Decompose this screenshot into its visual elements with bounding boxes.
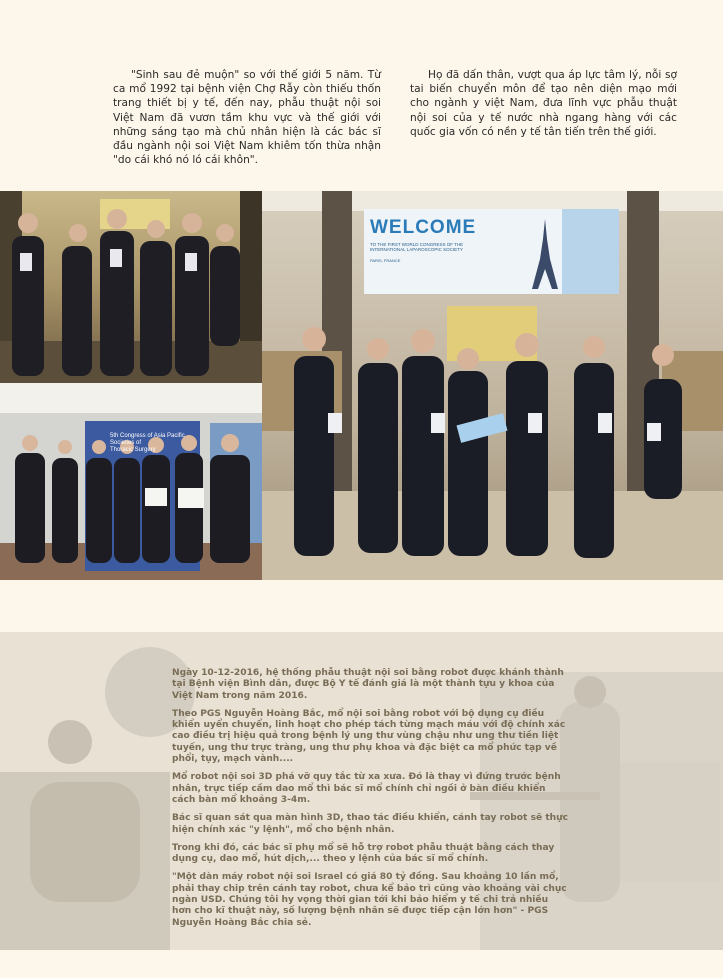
congress-sign-line2: Thoracic Surgery: [110, 447, 156, 453]
bottom-paragraph-1: Ngày 10-12-2016, hệ thống phẫu thuật nội soi bằng robot được khánh thành tại Bệnh viện Bình dân, được Bộ Y tế đánh giá là một thành tựu y khoa của Việt Nam trong năm 2016.: [172, 668, 564, 701]
photo-group-congress: [0, 383, 262, 580]
congress-sign-line1: 5th Congress of Asia Pacific Societies of: [110, 433, 185, 446]
bottom-paragraph-4: Bác sĩ quan sát qua màn hình 3D, thao tác điều khiển, cánh tay robot sẽ thực hiện chính xác "y lệnh", mổ cho bệnh nhân.: [172, 813, 568, 835]
article-column-right: [410, 68, 677, 139]
bottom-paragraph-2: Theo PGS Nguyễn Hoàng Bắc, mổ nội soi bằng robot với bộ dụng cụ điều khiển uyển chuyển, linh hoạt cho phép tách từng mạch máu với độ chính xác cao điều trị hiệu quả trong bệnh lý ung thư vùng chậu như ung thư tiền liệt tuyến, ung thư trực tràng, ung thư phụ khoa và đặc biệt ca mổ phức tạp về phổi, tụy, mạch vành....: [172, 708, 566, 765]
bottom-paragraph-3: Mổ robot nội soi 3D phá vỡ quy tắc từ xa xưa. Đó là thay vì đứng trước bệnh nhân, trực tiếp cầm dao mổ thì bác sĩ mổ chính chỉ ngồi ở bàn điều khiển cách bàn mổ khoảng 3-4m.: [172, 772, 561, 805]
article-paragraph-right: Họ đã dấn thân, vượt qua áp lực tâm lý, nỗi sợ tai biến chuyển môn để tạo nên diện mạo mới cho ngành y việt Nam, đưa lĩnh vực phẫu thuật nội soi của y tế nước nhà ngang hàng với các quốc gia vốn có nền y tế tân tiến trên thế giới.: [410, 69, 677, 138]
bottom-paragraph-6: "Một dàn máy robot nội soi Israel có giá 80 tỷ đồng. Sau khoảng 10 lần mổ, phải thay chip trên cánh tay robot, chưa kể bảo trì cũng vào khoảng vài chục ngàn USD. Chúng tôi hy vọng thời gian tới khi bảo hiểm y tế chi trả nhiều hơn cho kĩ thuật này, số lượng bệnh nhân sẽ được tiếp cận lớn hơn" - PGS Nguyễn Hoàng Bắc chia sẻ.: [172, 872, 567, 928]
welcome-banner-line1: TO THE FIRST WORLD CONGRESS OF THE: [370, 242, 464, 247]
robot-surgery-text: [172, 668, 568, 936]
welcome-banner-line2: INTERNATIONAL LAPAROSCOPIC SOCIETY: [370, 247, 463, 252]
article-paragraph-left: "Sinh sau đẻ muộn" so với thế giới 5 năm. Từ ca mổ 1992 tại bệnh viện Chợ Rẫy còn thiếu thốn trang thiết bị y tế, đến nay, phẫu thuật nội soi Việt Nam đã vươn tầm khu vực và thế giới với những sáng tạo mà chủ nhân hiện là các bác sĩ đầu ngành nội soi Việt Nam khiêm tốn thừa nhận "do cái khó nó ló cái khôn".: [113, 69, 381, 167]
bottom-paragraph-5: Trong khi đó, các bác sĩ phụ mổ sẽ hỗ trợ robot phẫu thuật bằng cách thay dụng cụ, dao mổ, hút dịch,... theo y lệnh của bác sĩ mổ chính.: [172, 842, 555, 865]
photo-group-hall: [0, 191, 262, 383]
photo-welcome-congress: [262, 191, 723, 580]
welcome-banner-line3: PARIS, FRANCE: [370, 258, 401, 263]
welcome-banner-title: WELCOME: [370, 217, 477, 238]
article-column-left: [113, 68, 381, 167]
congress-sign-text: [110, 433, 200, 454]
eiffel-tower-icon: [530, 219, 560, 289]
